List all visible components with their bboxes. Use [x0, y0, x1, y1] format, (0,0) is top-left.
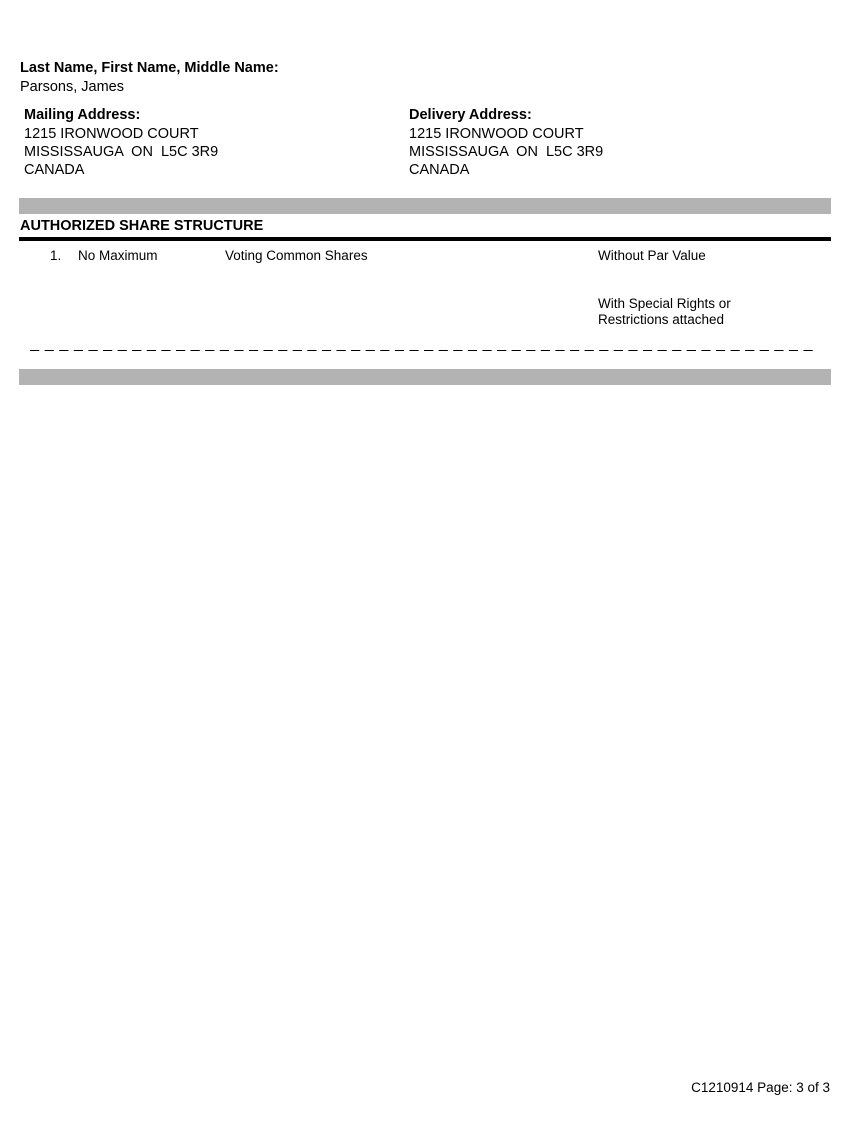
page-footer: C1210914 Page: 3 of 3: [691, 1080, 830, 1095]
mailing-address: [24, 106, 218, 179]
section-title: AUTHORIZED SHARE STRUCTURE: [20, 218, 264, 234]
delivery-address-title: Delivery Address:: [409, 107, 532, 123]
section-rule: [19, 237, 831, 241]
section-divider-bar: [19, 198, 831, 214]
mailing-address-line-2: MISSISSAUGA ON L5C 3R9: [24, 144, 219, 160]
mailing-address-line-3: CANADA: [24, 162, 85, 178]
delivery-address: [409, 106, 603, 179]
delivery-address-line-3: CANADA: [409, 162, 470, 178]
delivery-address-line-2: MISSISSAUGA ON L5C 3R9: [409, 144, 604, 160]
share-row-number: 1.: [50, 248, 62, 263]
share-row-class: Voting Common Shares: [225, 248, 368, 263]
name-label: Last Name, First Name, Middle Name:: [20, 60, 279, 76]
share-row-rights: [598, 296, 731, 328]
delivery-address-line-1: 1215 IRONWOOD COURT: [409, 126, 584, 142]
mailing-address-title: Mailing Address:: [24, 107, 141, 123]
share-row-maximum: No Maximum: [78, 248, 158, 263]
section-end-bar: [19, 369, 831, 385]
mailing-address-line-1: 1215 IRONWOOD COURT: [24, 126, 199, 142]
dashed-separator: [30, 350, 816, 352]
share-row-par-value: Without Par Value: [598, 248, 706, 263]
share-row-rights-line-2: Restrictions attached: [598, 312, 725, 327]
name-value: Parsons, James: [20, 79, 124, 95]
share-row-rights-line-1: With Special Rights or: [598, 296, 731, 311]
